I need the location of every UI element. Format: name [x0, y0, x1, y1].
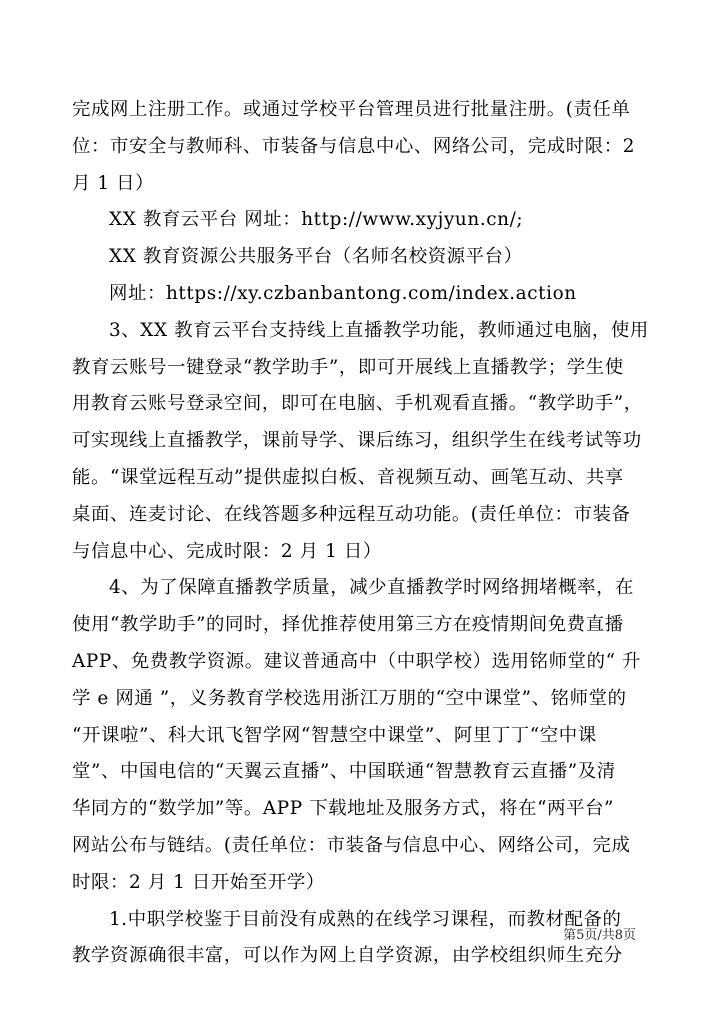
text-line: 网站公布与链结。(责任单位：市装备与信息中心、网络公司，完成 [72, 834, 631, 856]
text-line: 教育云账号一键登录“教学助手”，即可开展线上直播教学；学生使 [72, 356, 624, 378]
text-line: 可实现线上直播教学，课前导学、课后练习，组织学生在线考试等功 [72, 430, 642, 452]
page-number: 第5页/共8页 [563, 928, 636, 943]
text-line: 学 e 网通 ”，义务教育学校选用浙江万朋的“空中课堂”、铭师堂的 [72, 687, 627, 709]
text-line: APP、免费教学资源。建议普通高中（中职学校）选用铭师堂的“ 升 [72, 650, 642, 672]
text-line: 1.中职学校鉴于目前没有成熟的在线学习课程，而教材配备的 [109, 908, 622, 930]
text-line: 完成网上注册工作。或通过学校平台管理员进行批量注册。(责任单 [72, 99, 631, 120]
text-line: 时限：2 月 1 日开始至开学） [72, 871, 325, 893]
text-line: 教学资源确很丰富，可以作为网上自学资源，由学校组织师生充分 [72, 945, 623, 967]
text-line: 月 1 日） [72, 172, 155, 194]
text-line: 桌面、连麦讨论、在线答题多种远程互动功能。(责任单位：市装备 [72, 503, 631, 525]
text-line: 使用“教学助手”的同时，择优推荐使用第三方在疫情期间免费直播 [72, 614, 624, 636]
text-line: 能。“课堂远程互动”提供虚拟白板、音视频互动、画笔互动、共享 [72, 466, 624, 488]
text-line: 3、XX 教育云平台支持线上直播教学功能，教师通过电脑，使用 [109, 319, 649, 341]
text-line: 华同方的“数学加”等。APP 下载地址及服务方式，将在“两平台” [72, 798, 615, 820]
text-line: “开课啦”、科大讯飞智学网“智慧空中课堂”、阿里丁丁“空中课 [72, 724, 597, 746]
text-line: XX 教育云平台 网址：http://www.xyjyun.cn/; [109, 209, 524, 231]
text-line: 网址：https://xy.czbanbantong.com/index.action [109, 282, 577, 304]
text-line: 与信息中心、完成时限：2 月 1 日） [72, 540, 382, 562]
text-line: XX 教育资源公共服务平台（名师名校资源平台） [109, 246, 523, 268]
text-line: 堂”、中国电信的“天翼云直播”、中国联通“智慧教育云直播”及清 [72, 761, 616, 783]
body-text [72, 92, 649, 975]
text-line: 用教育云账号登录空间，即可在电脑、手机观看直播。“教学助手”， [72, 393, 643, 415]
text-line: 位：市安全与教师科、市装备与信息中心、网络公司，完成时限：2 [72, 135, 636, 157]
text-line: 4、为了保障直播教学质量，减少直播教学时网络拥堵概率，在 [109, 577, 635, 599]
